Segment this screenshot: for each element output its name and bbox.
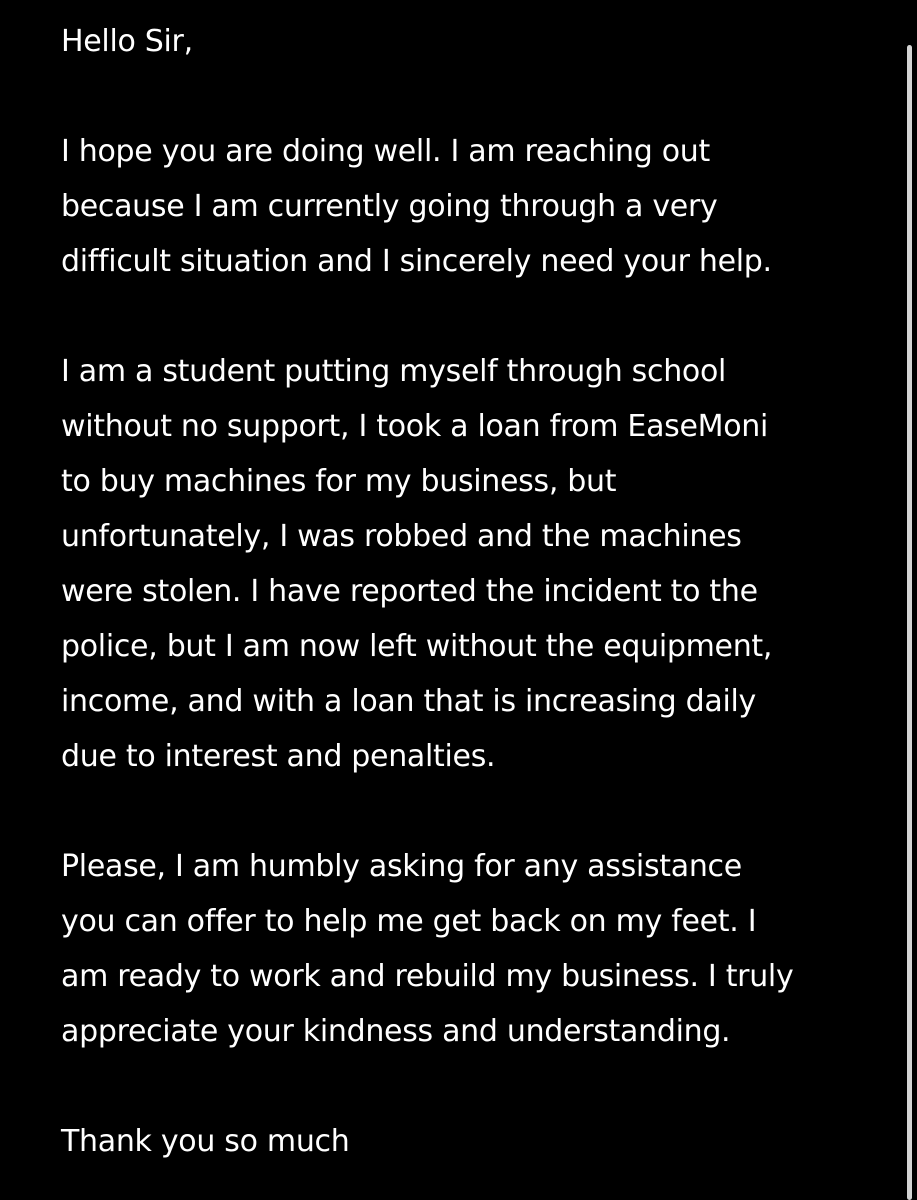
paragraph2-line: unfortunately, I was robbed and the machines (61, 519, 742, 554)
paragraph1-line: difficult situation and I sincerely need your help. (61, 244, 772, 279)
paragraph2-line: were stolen. I have reported the incident to the (61, 574, 758, 609)
paragraph1-line: because I am currently going through a very (61, 189, 718, 224)
paragraph2-line: to buy machines for my business, but (61, 464, 617, 499)
paragraph-gap (61, 784, 861, 839)
paragraph3-line: you can offer to help me get back on my feet. I (61, 904, 757, 939)
paragraph-gap (61, 289, 861, 344)
paragraph2-line: income, and with a loan that is increasing daily (61, 684, 756, 719)
paragraph2-line: police, but I am now left without the equipment, (61, 629, 773, 664)
paragraph-gap (61, 1059, 861, 1114)
paragraph2-line: due to interest and penalties. (61, 739, 496, 774)
closing-line: Thank you so much (61, 1124, 350, 1159)
paragraph3-line: am ready to work and rebuild my business. I truly (61, 959, 794, 994)
note-text-area[interactable] (61, 14, 861, 1169)
paragraph3-line: Please, I am humbly asking for any assistance (61, 849, 742, 884)
paragraph3-line: appreciate your kindness and understanding. (61, 1014, 731, 1049)
paragraph2-line: without no support, I took a loan from EaseMoni (61, 409, 769, 444)
paragraph-gap (61, 69, 861, 124)
vertical-scrollbar[interactable] (907, 45, 912, 1200)
greeting-line: Hello Sir, (61, 24, 193, 59)
paragraph2-line: I am a student putting myself through school (61, 354, 727, 389)
paragraph1-line: I hope you are doing well. I am reaching out (61, 134, 710, 169)
